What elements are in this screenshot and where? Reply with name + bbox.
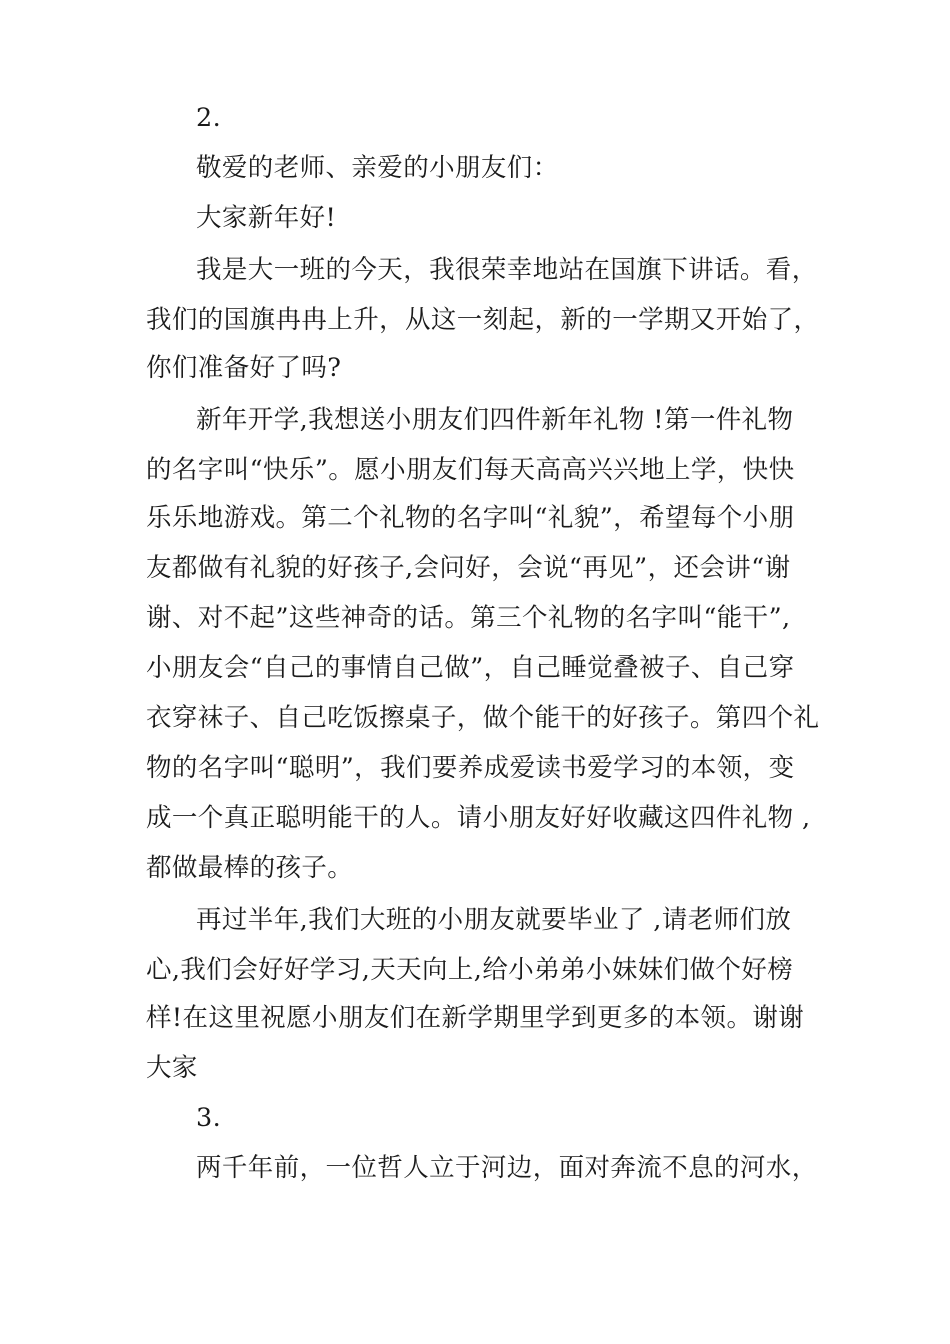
paragraph-line: 乐乐地游戏。第二个礼物的名字叫“礼貌”，希望每个小朋 — [146, 503, 795, 533]
paragraph-line: 小朋友会“自己的事情自己做”，自己睡觉叠被子、自己穿 — [146, 653, 795, 683]
paragraph-line: 你们准备好了吗? — [146, 353, 342, 383]
paragraph-line: 衣穿袜子、自己吃饭擦桌子，做个能干的好孩子。第四个礼 — [146, 703, 820, 733]
paragraph-line: 我们的国旗冉冉上升，从这一刻起，新的一学期又开始了， — [146, 305, 820, 335]
paragraph-line: 大家 — [146, 1053, 198, 1083]
paragraph-line: 样!在这里祝愿小朋友们在新学期里学到更多的本领。谢谢 — [146, 1003, 805, 1033]
paragraph-line: 物的名字叫“聪明”，我们要养成爱读书爱学习的本领，变 — [146, 753, 795, 783]
section-number: 2. — [196, 103, 222, 133]
paragraph-line: 都做最棒的孩子。 — [146, 853, 354, 883]
section-number: 3. — [196, 1103, 222, 1133]
greeting: 大家新年好! — [196, 203, 337, 233]
paragraph-line: 的名字叫“快乐”。愿小朋友们每天高高兴兴地上学，快快 — [146, 455, 795, 485]
paragraph-line: 两千年前，一位哲人立于河边，面对奔流不息的河水， — [196, 1153, 818, 1183]
paragraph-line: 友都做有礼貌的好孩子,会问好，会说“再见”，还会讲“谢 — [146, 553, 791, 583]
paragraph-line: 新年开学,我想送小朋友们四件新年礼物 !第一件礼物 — [196, 405, 794, 435]
paragraph-line: 成一个真正聪明能干的人。请小朋友好好收藏这四件礼物 , — [146, 803, 811, 833]
salutation: 敬爱的老师、亲爱的小朋友们： — [196, 153, 559, 183]
paragraph-line: 心,我们会好好学习,天天向上,给小弟弟小妹妹们做个好榜 — [146, 955, 794, 985]
paragraph-line: 再过半年,我们大班的小朋友就要毕业了 ,请老师们放 — [196, 905, 792, 935]
paragraph-line: 我是大一班的今天，我很荣幸地站在国旗下讲话。看， — [196, 255, 818, 285]
paragraph-line: 谢、对不起”这些神奇的话。第三个礼物的名字叫“能干”, — [146, 603, 791, 633]
